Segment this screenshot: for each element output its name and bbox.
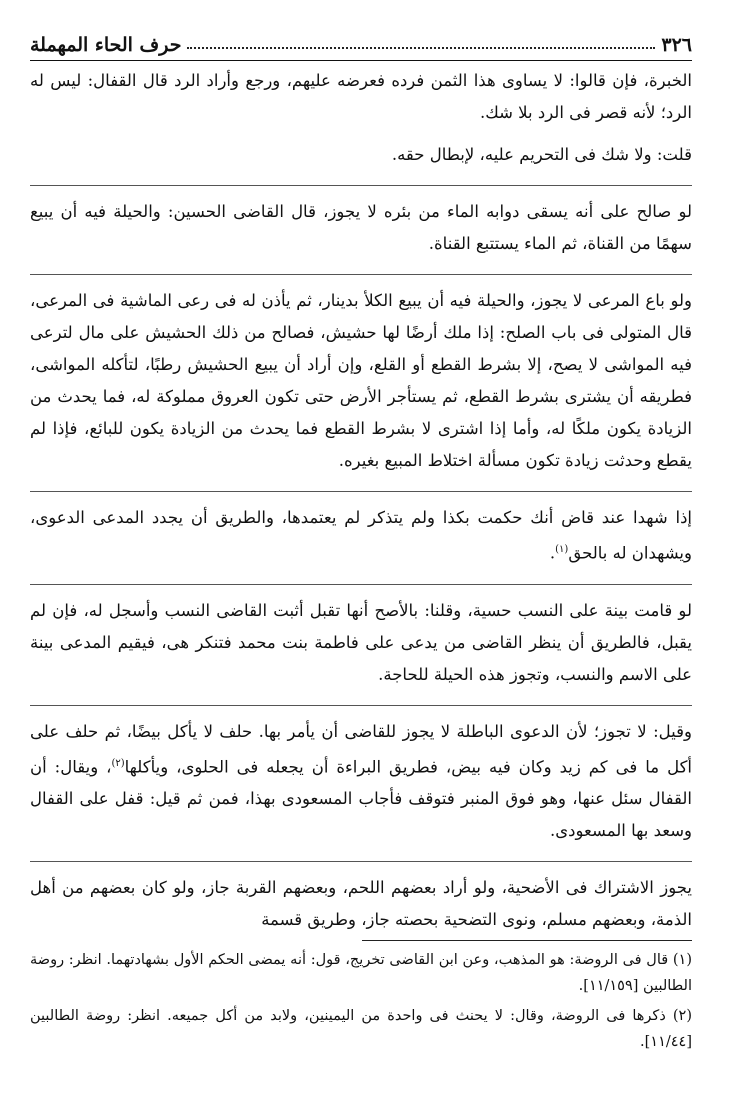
section-divider [30, 584, 692, 585]
paragraph [30, 716, 692, 848]
paragraph: قلت: ولا شك فى التحريم عليه، لإبطال حقه. [391, 145, 692, 164]
paragraph-text: ، ويقال: أن القفال سئل عنها، وهو فوق المنبر فتوقف فأجاب المسعودى بهذا، فمن ثم قيل: قفل على القفال وسعد بها المسعودى. [30, 757, 692, 840]
footnote: (١) قال فى الروضة: هو المذهب، وعن ابن القاضى تخريج، قول: أنه يمضى الحكم الأول بشهادتهما. انظر: روضة الطالبين [١١/١٥٩]. [30, 952, 692, 994]
paragraph: إذا شهدا عند قاض أنك حكمت بكذا ولم يتذكر لم يعتمدها، والطريق أن يجدد المدعى الدعوى، ويشهدان له بالحق$^{(١)}$. [30, 508, 692, 563]
section-divider [30, 705, 692, 706]
footnote-ref: (٢) [111, 757, 125, 769]
paragraph: يجوز الاشتراك فى الأضحية، ولو أراد بعضهم اللحم، وبعضهم القربة جاز، ولو كان بعضهم من أهل الذمة، وبعضهم مسلم، ونوى التضحية بحصته جاز، وطريق قسمة [30, 878, 692, 929]
paragraph: لو صالح على أنه يسقى دوابه الماء من بئره لا يجوز، قال القاضى الحسين: والحيلة فيه أن يبيع سهمًا من القناة، ثم الماء يستتبع القناة. [30, 202, 692, 253]
section-divider [30, 491, 692, 492]
paragraph-text: وقيل: لا تجوز؛ لأن الدعوى الباطلة لا يجوز للقاضى أن يأمر بها. حلف لا يأكل بيضًا، ثم حلف على أكل ما فى كم زيد وكان فيه بيض، فطريق البراءة أن يجعله فى الحلوى، ويأكلها [30, 721, 693, 776]
page-number: ٣٢٦ [661, 34, 692, 56]
header-title: حرف الحاء المهملة [30, 34, 182, 56]
page [30, 26, 692, 1055]
section-divider [30, 185, 692, 186]
paragraph-text: إذا شهدا عند قاض أنك حكمت بكذا ولم يتذكر لم يعتمدها، والطريق أن يجدد المدعى الدعوى، ويشهدان له بالحق [30, 508, 692, 563]
section-divider [30, 274, 692, 275]
footnote-ref: (١) [555, 544, 569, 555]
header-dot-leader [187, 47, 655, 49]
footnote-rule [362, 940, 692, 941]
paragraph: لو قامت بينة على النسب حسية، وقلنا: بالأصح أنها تقبل أثبت القاضى النسب وأسجل له، فإن لم يقبل، فالطريق أن ينظر القاضى من يدعى على فاطمة بنت محمد فتنكر هى، فيقيم المدعى بينة على الاسم والنسب، وتجوز هذه الحيلة للحاجة. [30, 600, 692, 684]
paragraph: الخبرة، فإن قالوا: لا يساوى هذا الثمن فرده فعرضه عليهم، ورجع وأراد الرد قال القفال: ليس له الرد؛ لأنه قصر فى الرد بلا شك. [30, 71, 692, 122]
paragraph: ولو باع المرعى لا يجوز، والحيلة فيه أن يبيع الكلأ بدينار، ثم يأذن له فى رعى الماشية فى المرعى، قال المتولى فى باب الصلح: إذا ملك أرضًا لها حشيش، فصالح من ذلك الحشيش على مال لترعى فيه المواشى لا يصح، إلا بشرط القطع أو القلع، وإن أراد أن يبيع الحشيش رطبًا، لتأكله المواشى، فطريقه أن يشترى بشرط القطع، ثم يستأجر الأرض حتى تكون العروق مملوكة له، فما يحدث من الزيادة يكون ملكًا له، وأما إذا اشترى لا بشرط القطع فما يحدث من الزيادة يكون للبائع، فإذا لم يقطع وحدثت زيادة تكون مسألة اختلاط المبيع بغيره. [30, 291, 692, 470]
running-header [30, 26, 692, 61]
section-divider [30, 861, 692, 862]
footnote: (٢) ذكرها فى الروضة، وقال: لا يحنث فى واحدة من اليمينين، ولابد من أكل جميعه. انظر: روضة الطالبين [١١/٤٤]. [30, 1008, 692, 1050]
